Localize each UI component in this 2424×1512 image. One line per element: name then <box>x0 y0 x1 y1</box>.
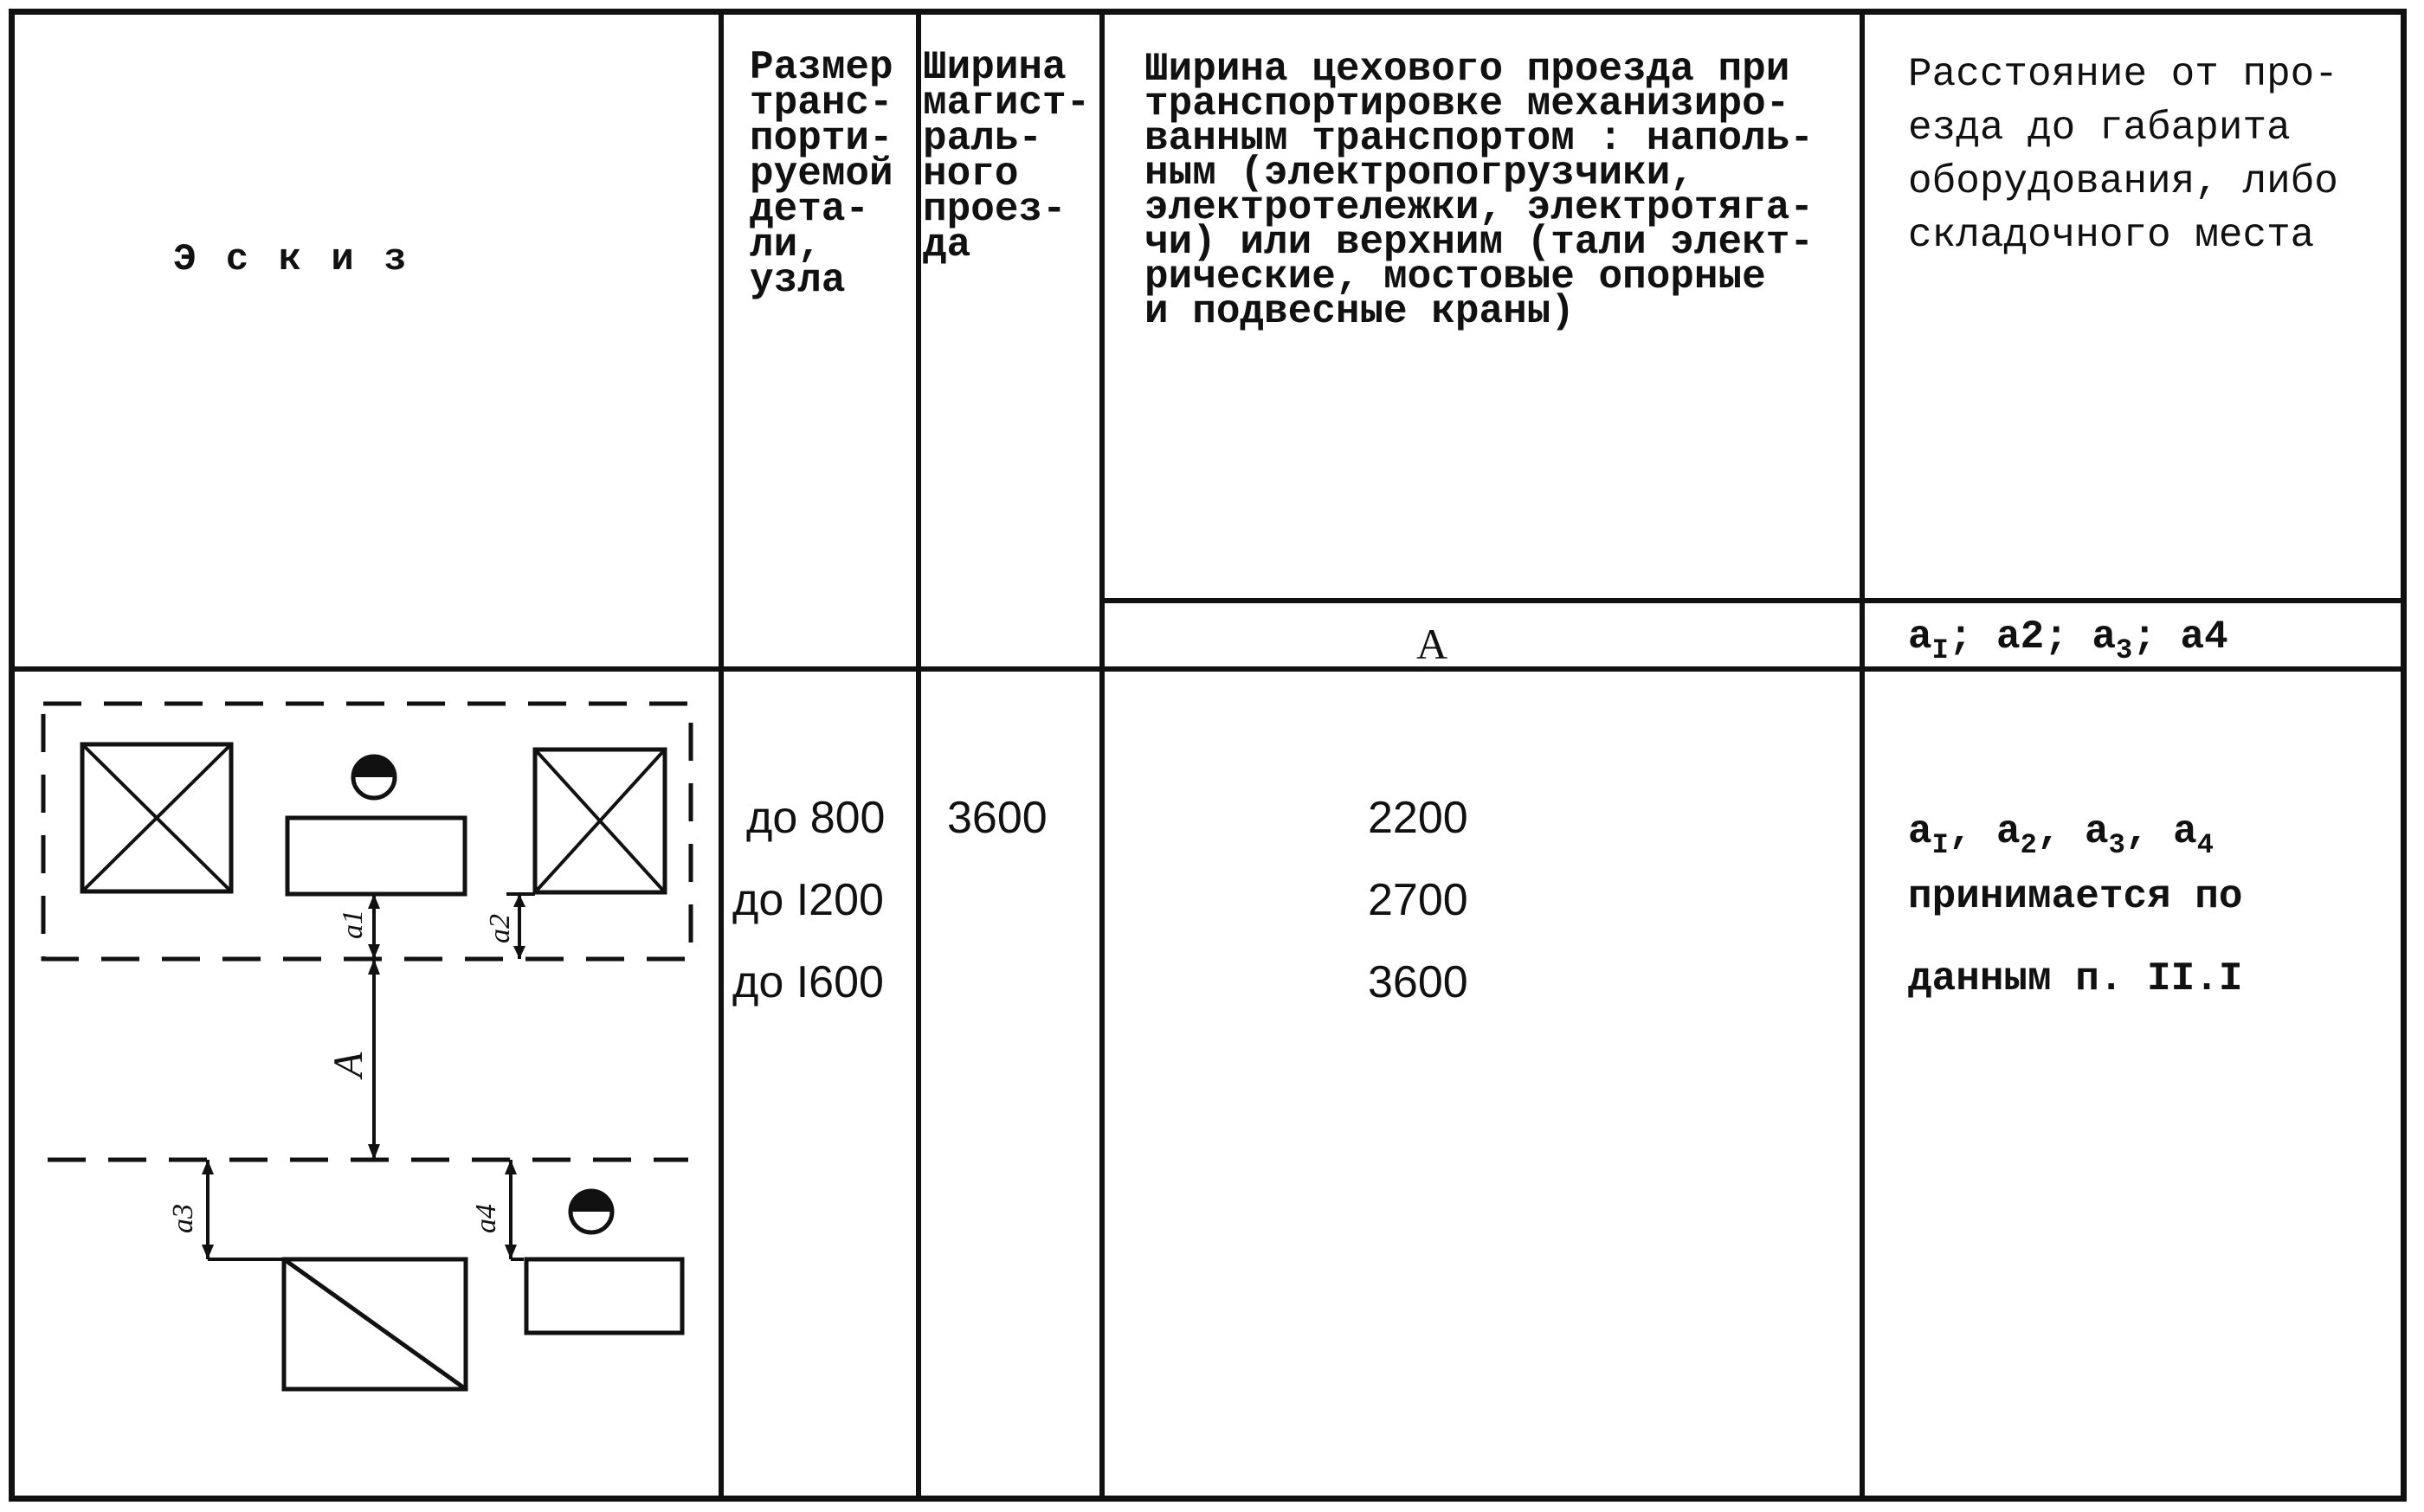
column-divider <box>1099 9 1105 1502</box>
label-a1: a1 <box>337 910 369 939</box>
note-line-1: $a_I$, $a_2$, $a_3$, $a_4$ <box>1908 809 2214 861</box>
label-A: A <box>326 1052 371 1078</box>
symbol-a1-sub: I <box>1931 634 1949 666</box>
symbol-A: А <box>1416 620 1448 668</box>
row-1-size: до 800 <box>746 793 886 843</box>
header-distance: Расстояние от про- езда до габарита оборудования, либо складочного места <box>1908 52 2338 258</box>
note-line-2: принимается по <box>1908 874 2243 919</box>
header-part-size: Размер транс- порти- руемой дета- ли, узла <box>750 45 893 303</box>
symbol-row-top <box>1099 598 2407 603</box>
operator-marker-bottom <box>571 1191 612 1232</box>
symbol-a2-a3: ; a2; a <box>1948 614 2117 659</box>
column-divider <box>719 9 724 1502</box>
column-divider <box>916 9 921 1502</box>
sketch-drawing <box>0 0 719 1512</box>
row-1-shop: 2200 <box>1368 793 1468 843</box>
crossed-box-right <box>535 750 665 892</box>
row-3-shop: 3600 <box>1368 957 1468 1007</box>
machine-rect-top <box>287 818 465 894</box>
operator-marker-top <box>353 756 395 798</box>
header-shop-width: Ширина цехового проезда при транспортировке механизиро- ванным транспортом : наполь- ным (электропогрузчики, электротележки, электротяга- чи) или верхним (тали элект- рические, мостовые опорные и подвесные краны) <box>1144 47 1814 334</box>
symbol-a3-sub: 3 <box>2116 634 2133 666</box>
diagonal-box-bottom <box>284 1259 466 1389</box>
label-a3: a3 <box>167 1204 199 1233</box>
column-divider <box>1860 9 1865 1502</box>
header-main-width: Ширина магист- раль- ного проез- да <box>923 45 1091 267</box>
row-2-shop: 2700 <box>1368 875 1468 925</box>
label-a2: a2 <box>484 914 516 943</box>
row-1-main: 3600 <box>947 793 1048 843</box>
note-line-3: данным п. II.I <box>1908 956 2243 1001</box>
machine-rect-bottom <box>526 1259 682 1333</box>
symbol-a4: ; a4 <box>2132 614 2228 659</box>
row-2-size: до I200 <box>732 875 884 925</box>
symbol-a1: a <box>1908 614 1932 659</box>
header-sketch: Э с к и з <box>173 238 410 281</box>
crossed-box-left <box>82 744 231 891</box>
symbols-a <box>1908 614 2228 666</box>
label-a4: a4 <box>470 1204 502 1233</box>
row-3-size: до I600 <box>732 957 884 1007</box>
